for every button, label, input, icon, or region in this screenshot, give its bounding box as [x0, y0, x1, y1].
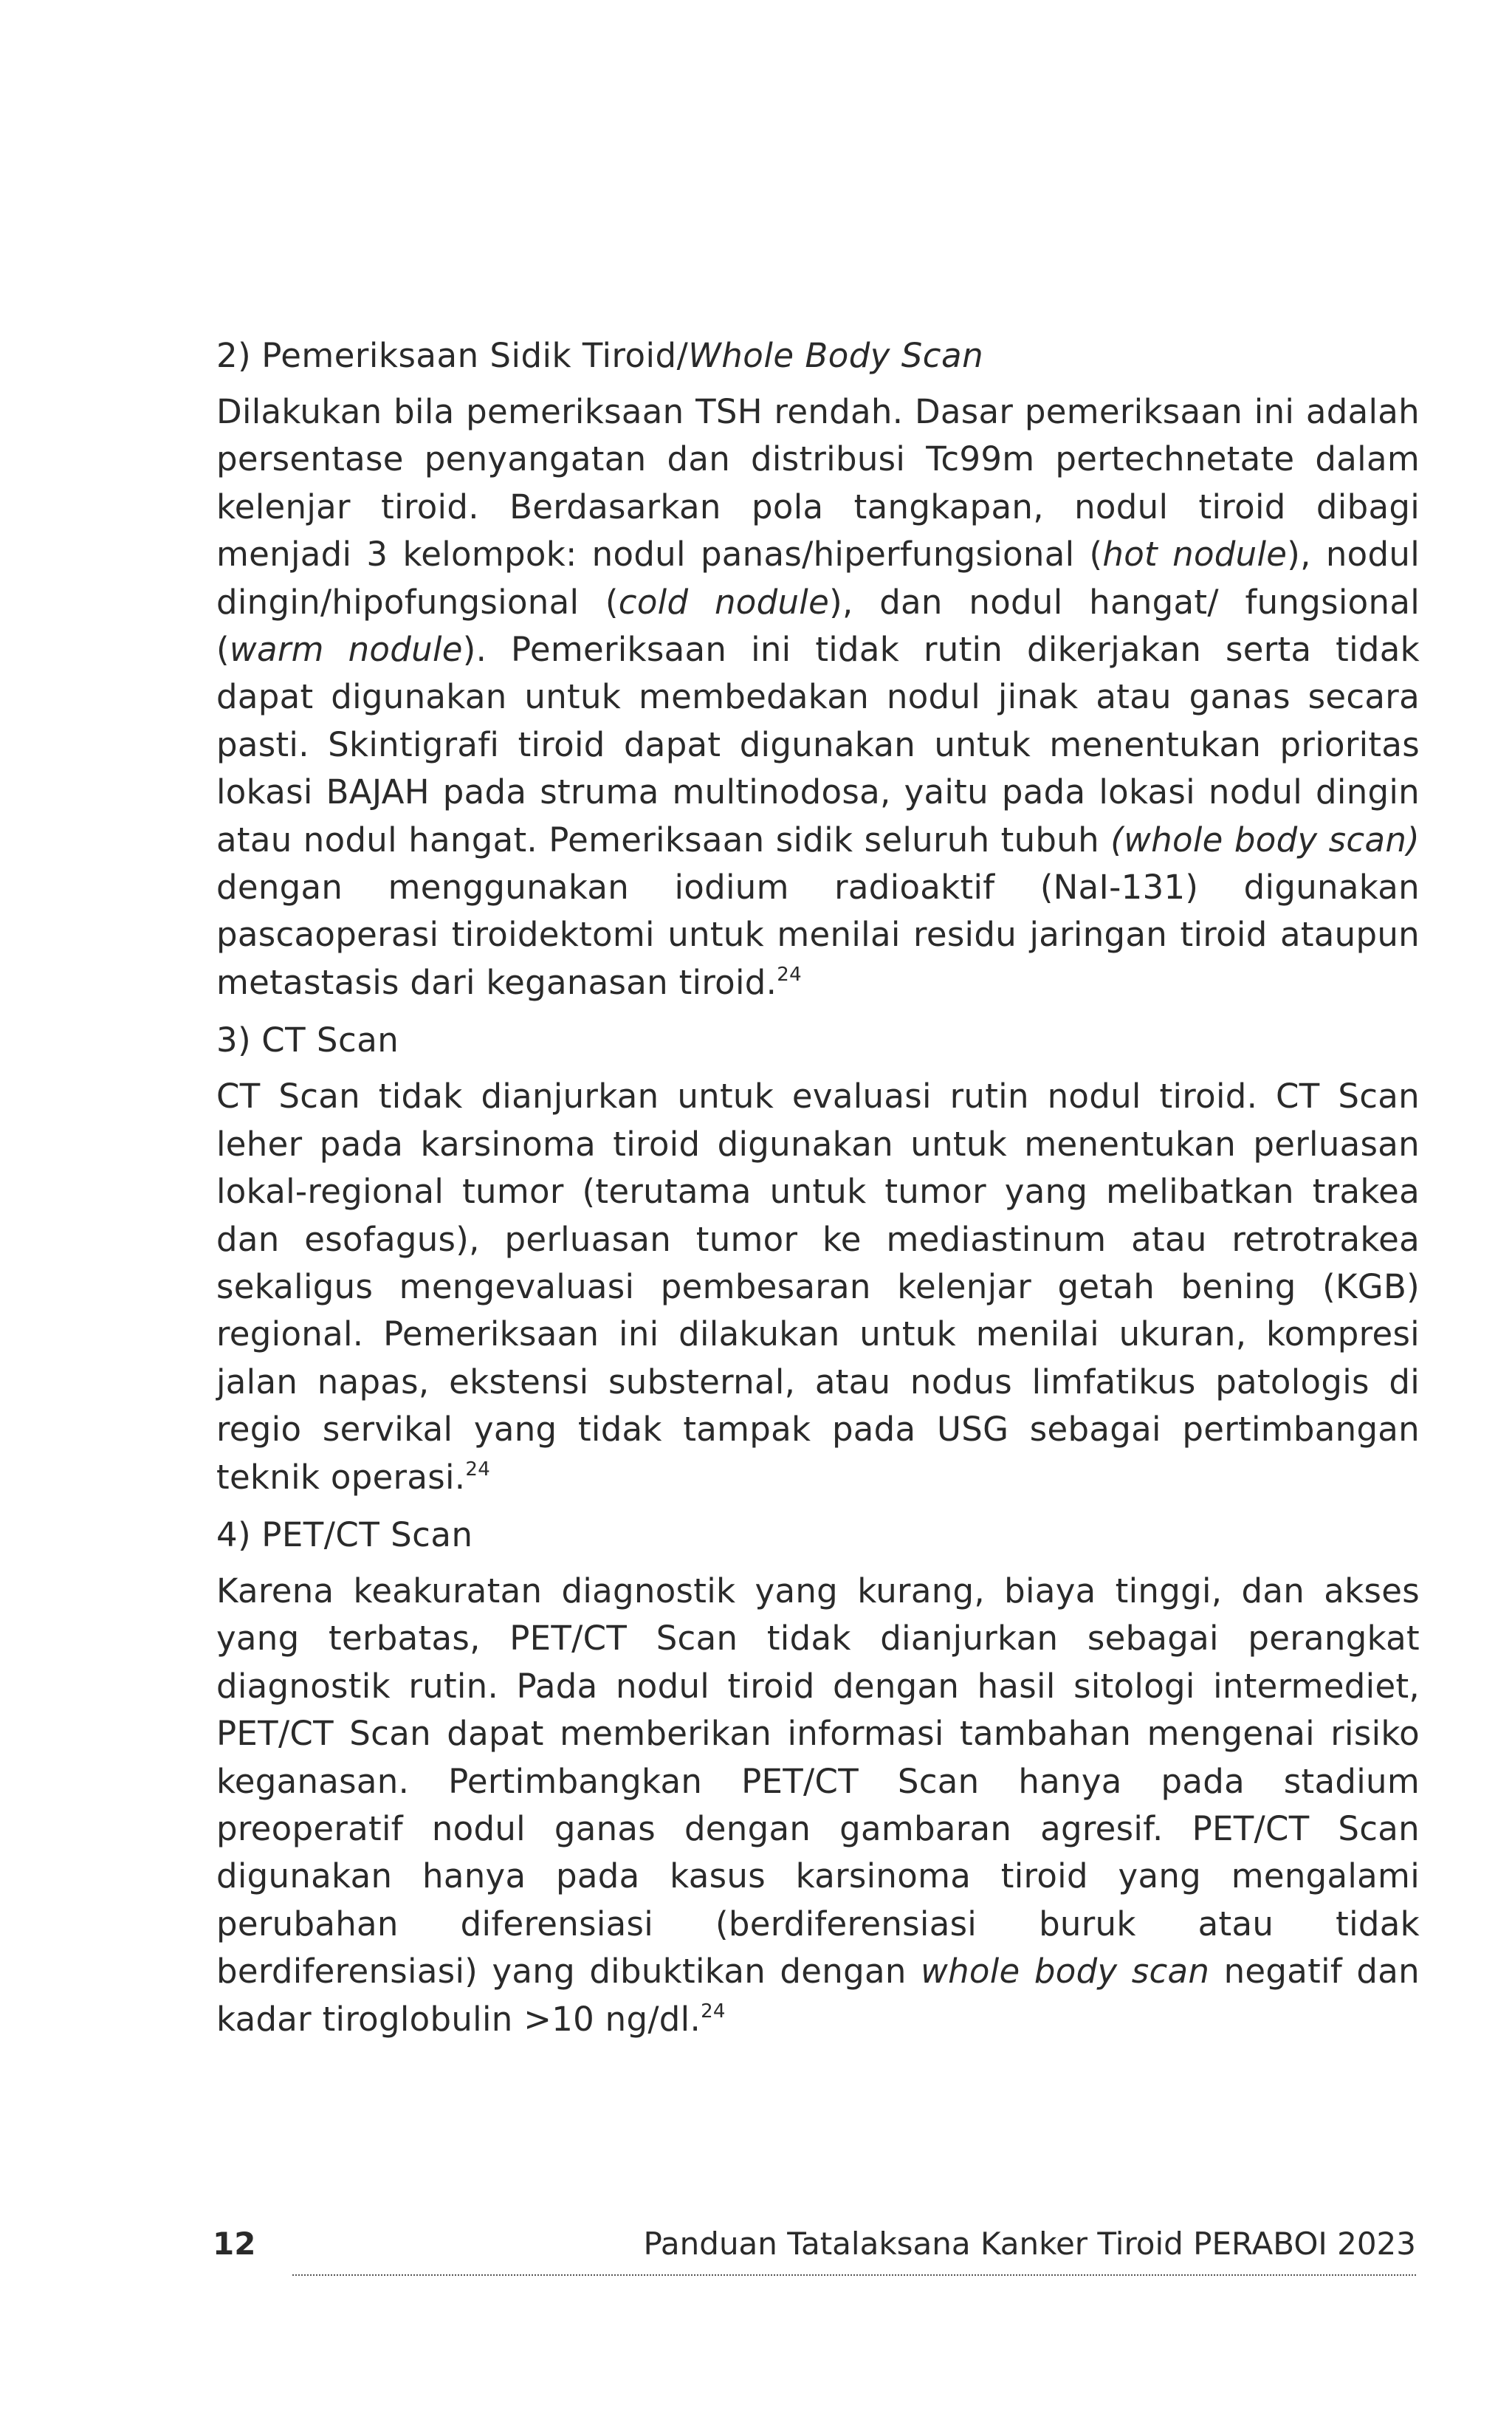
section-2-heading — [216, 332, 1420, 380]
section-3-heading — [216, 1017, 1420, 1064]
section-4-number: 4) — [216, 1514, 252, 1554]
section-2-title: Pemeriksaan Sidik Tiroid/ — [261, 336, 689, 375]
text-run: negatif dan kadar tiroglobulin >10 ng/dl. — [216, 1952, 1420, 2039]
citation-superscript: 24 — [701, 2000, 726, 2023]
section-2-paragraph — [216, 388, 1420, 1006]
text-run-italic: cold nodule — [618, 582, 830, 622]
text-run: dengan menggunakan iodium radioaktif (NaI-131) digunakan pascaoperasi tiroidektomi untuk menilai residu jaringan tiroid ataupun metastasis dari keganasan tiroid. — [216, 868, 1420, 1002]
section-4-title: PET/CT Scan — [261, 1514, 473, 1554]
page-number: 12 — [213, 2226, 256, 2262]
text-run-italic: whole body scan — [921, 1952, 1210, 1992]
footer-title: Panduan Tatalaksana Kanker Tiroid PERABOI 2023 — [643, 2226, 1416, 2262]
text-run: ). Pemeriksaan ini tidak rutin dikerjakan serta tidak dapat digunakan untuk membedakan nodul jinak atau ganas secara pasti. Skintigrafi tiroid dapat digunakan untuk menentukan prioritas lokasi BAJAH pada struma multinodosa, yaitu pada lokasi nodul dingin atau nodul hangat. Pemeriksaan sidik seluruh tubuh — [216, 630, 1420, 860]
section-4-heading — [216, 1512, 1420, 1559]
section-2-number: 2) — [216, 336, 252, 375]
section-2-title-italic: Whole Body Scan — [688, 336, 984, 375]
footer-dotted-rule — [292, 2274, 1416, 2276]
text-run: Dilakukan bila pemeriksaan TSH rendah. Dasar pemeriksaan ini adalah persentase penyangatan dan distribusi Tc99m pertechnetate dalam kelenjar tiroid. Berdasarkan pola tangkapan, nodul tiroid dibagi menjadi 3 kelompok: nodul panas/hiperfungsional ( — [216, 392, 1420, 574]
text-run-italic: warm nodule — [229, 630, 463, 670]
text-run-italic: hot nodule — [1102, 535, 1288, 574]
citation-superscript: 24 — [465, 1458, 491, 1481]
text-run-italic: (whole body scan) — [1110, 820, 1420, 860]
section-3-paragraph — [216, 1073, 1420, 1501]
text-run: CT Scan tidak dianjurkan untuk evaluasi rutin nodul tiroid. CT Scan leher pada karsinoma tiroid digunakan untuk menentukan perluasan lokal-regional tumor (terutama untuk tumor yang melibatkan trakea dan esofagus), perluasan tumor ke mediastinum atau retrotrakea sekaligus mengevaluasi pembesaran kelenjar getah bening (KGB) regional. Pemeriksaan ini dilakukan untuk menilai ukuran, kompresi jalan napas, ekstensi substernal, atau nodus limfatikus patologis di regio servikal yang tidak tampak pada USG sebagai pertimbangan teknik operasi. — [216, 1077, 1420, 1497]
text-run: ), dan nodul hangat/ fungsional ( — [216, 582, 1420, 670]
page-footer — [213, 2223, 1416, 2282]
section-4-paragraph — [216, 1568, 1420, 2043]
page-content — [216, 332, 1420, 2054]
section-3-title: CT Scan — [261, 1020, 399, 1060]
citation-superscript: 24 — [777, 963, 802, 986]
text-run: Karena keakuratan diagnostik yang kurang, biaya tinggi, dan akses yang terbatas, PET/CT Scan tidak dianjurkan sebagai perangkat diagnostik rutin. Pada nodul tiroid dengan hasil sitologi intermediet, PET/CT Scan dapat memberikan informasi tambahan mengenai risiko keganasan. Pertimbangkan PET/CT Scan hanya pada stadium preoperatif nodul ganas dengan gambaran agresif. PET/CT Scan digunakan hanya pada kasus karsinoma tiroid yang mengalami perubahan diferensiasi (berdiferensiasi buruk atau tidak berdiferensiasi) yang dibuktikan dengan — [216, 1571, 1420, 1992]
section-3-number: 3) — [216, 1020, 252, 1060]
text-run: ), nodul dingin/hipofungsional ( — [216, 535, 1420, 622]
